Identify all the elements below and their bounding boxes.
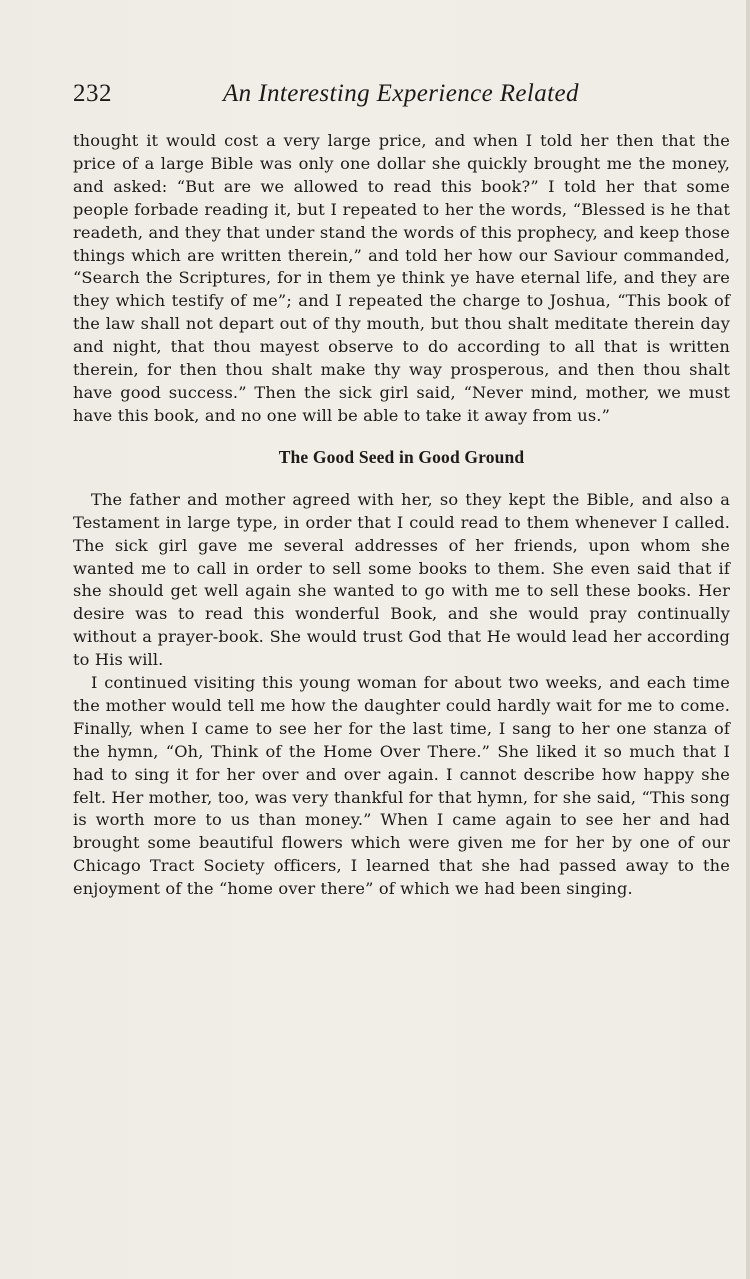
section-heading: The Good Seed in Good Ground [278,446,525,467]
running-title: An Interesting Experience Related [223,80,579,107]
running-header [73,80,730,112]
page-edge [746,0,750,1279]
paragraph-3: I continued visiting this young woman for about two weeks, and each time the mother would tell me how the daughter could hardly wait for me to come. Finally, when I came to see her for the last time, I sang to her one stanza of the hymn, “Oh, Think of the Home Over There.” She liked it so much that I had to sing it for her over and over again. I cannot describe how happy she felt. Her mother, too, was very thankful for that hymn, for she said, “This song is worth more to us than money.” When I came again to see her and had brought some beautiful flowers which were given me for her by one of our Chicago Tract Society officers, I learned that she had passed away to the enjoyment of the “home over there” of which we had been singing. [73,673,730,899]
paragraph-1: thought it would cost a very large price, and when I told her then that the price of a large Bible was only one dollar she quickly brought me the money, and asked: “But are we allowed to read this book?” I told her that some people forbade reading it, but I repeated to her the words, “Blessed is he that readeth, and they that under stand the words of this prophecy, and keep those things which are written therein,” and told her how our Saviour commanded, “Search the Scriptures, for in them ye think ye have eternal life, and they are they which testify of me”; and I repeated the charge to Joshua, “This book of the law shall not depart out of thy mouth, but thou shalt meditate therein day and night, that thou mayest observe to do according to all that is written therein, for then thou shalt make thy way prosperous, and then thou shalt have good success.” Then the sick girl said, “Never mind, mother, we must have this book, and no one will be able to take it away from us.” [73,131,730,425]
body-text [73,130,730,901]
paragraph-2: The father and mother agreed with her, so they kept the Bible, and also a Testament in large type, in order that I could read to them whenever I called. The sick girl gave me several addresses of her friends, upon whom she wanted me to call in order to sell some books to them. She even said that if she should get well again she wanted to go with me to sell these books. Her desire was to read this wonderful Book, and she would pray continually without a prayer-book. She would trust God that He would lead her according to His will. [73,489,730,670]
page-number: 232 [73,80,112,107]
